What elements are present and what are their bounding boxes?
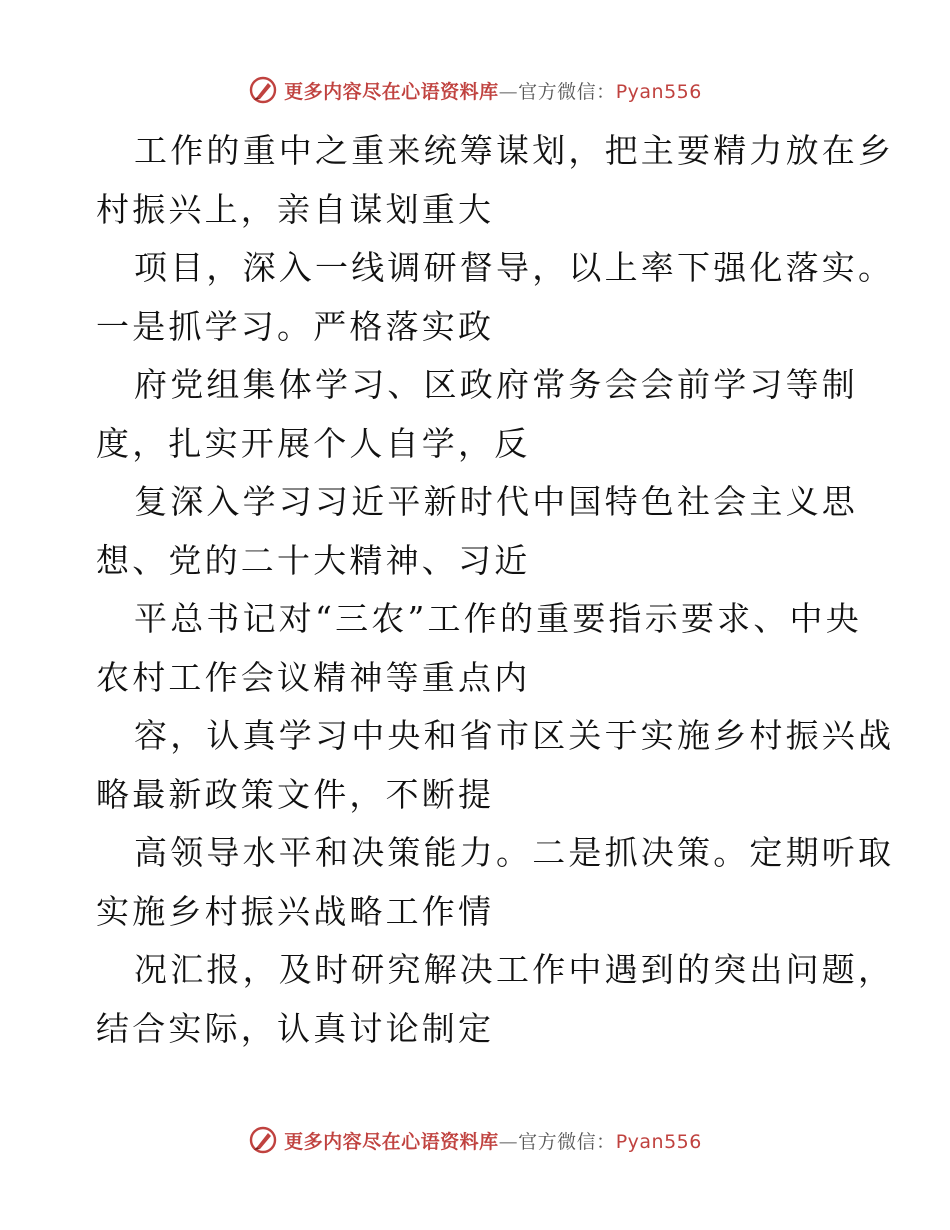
- watermark-dash: —: [498, 1130, 519, 1153]
- text-line: 略最新政策文件，不断提: [96, 774, 495, 814]
- text-line: 府党组集体学习、区政府常务会会前学习等制: [134, 365, 858, 404]
- footer-watermark: [0, 1120, 950, 1160]
- text-line: 村振兴上，亲自谋划重大: [96, 189, 495, 229]
- text-line: 高领导水平和决策能力。二是抓决策。定期听取: [134, 833, 895, 872]
- text-line: 平总书记对“三农”工作的重要指示要求、中央: [134, 599, 862, 638]
- logo-icon: [248, 1125, 278, 1155]
- logo-icon: [248, 75, 278, 105]
- watermark-wechat-id: Pyan556: [615, 80, 702, 103]
- watermark-dash: —: [498, 80, 519, 103]
- text-line: 一是抓学习。严格落实政: [96, 306, 495, 346]
- text-line: 结合实际，认真讨论制定: [96, 1008, 495, 1048]
- text-line: 工作的重中之重来统筹谋划，把主要精力放在乡: [134, 131, 895, 170]
- watermark-wechat-id: Pyan556: [615, 1130, 702, 1153]
- header-watermark: [0, 70, 950, 110]
- text-line: 想、党的二十大精神、习近: [96, 540, 531, 580]
- text-line: 实施乡村振兴战略工作情: [96, 891, 495, 931]
- text-line: 复深入学习习近平新时代中国特色社会主义思: [134, 482, 858, 521]
- text-line: 容，认真学习中央和省市区关于实施乡村振兴战: [134, 716, 895, 755]
- watermark-brand: 更多内容尽在心语资料库: [284, 80, 499, 103]
- text-line: 项目，深入一线调研督导，以上率下强化落实。: [134, 248, 895, 287]
- watermark-wechat-label: 官方微信：: [518, 1130, 616, 1153]
- document-body: [96, 122, 895, 1058]
- text-line: 况汇报，及时研究解决工作中遇到的突出问题，: [134, 950, 895, 989]
- watermark-brand: 更多内容尽在心语资料库: [284, 1130, 499, 1153]
- text-line: 农村工作会议精神等重点内: [96, 657, 531, 697]
- watermark-wechat-label: 官方微信：: [518, 80, 616, 103]
- text-line: 度，扎实开展个人自学，反: [96, 423, 531, 463]
